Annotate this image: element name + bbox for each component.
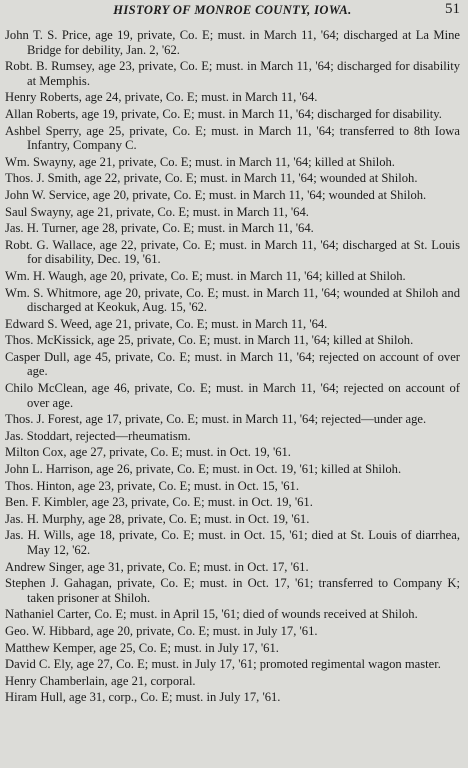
roster-entry: John L. Harrison, age 26, private, Co. E; must. in Oct. 19, '61; killed at Shiloh. [5, 462, 402, 477]
roster-entry: Chilo McClean, age 46, private, Co. E; must. in March 11, '64; rejected on account of over age. [5, 381, 460, 410]
roster-entry: John W. Service, age 20, private, Co. E; must. in March 11, '64; wounded at Shiloh. [5, 187, 427, 202]
roster-entry: David C. Ely, age 27, Co. E; must. in July 17, '61; promoted regimental wagon master. [5, 657, 441, 672]
roster-entry: Ashbel Sperry, age 25, private, Co. E; must. in March 11, '64; transferred to 8th Iowa Infantry, Company C. [5, 123, 460, 153]
roster-entry: Wm. S. Whitmore, age 20, private, Co. E; must. in March 11, '64; wounded at Shiloh and discharged at Keokuk, Aug. 15, '62. [5, 285, 460, 315]
roster-entry: Robt. B. Rumsey, age 23, private, Co. E; must. in March 11, '64; discharged for disability at Memphis. [5, 59, 460, 88]
roster-entry: Ben. F. Kimbler, age 23, private, Co. E; must. in Oct. 19, '61. [5, 495, 313, 510]
roster-entry: Thos. McKissick, age 25, private, Co. E; must. in March 11, '64; killed at Shiloh. [5, 333, 414, 348]
roster-list [5, 28, 460, 705]
roster-entry: Wm. Swayny, age 21, private, Co. E; must. in March 11, '64; killed at Shiloh. [5, 154, 395, 169]
roster-entry: Henry Roberts, age 24, private, Co. E; must. in March 11, '64. [5, 90, 318, 105]
roster-entry: Thos. Hinton, age 23, private, Co. E; must. in Oct. 15, '61. [5, 478, 299, 493]
roster-entry: Stephen J. Gahagan, private, Co. E; must. in Oct. 17, '61; transferred to Company K; taken prisoner at Shiloh. [5, 576, 460, 605]
roster-entry: Hiram Hull, age 31, corp., Co. E; must. in July 17, '61. [5, 690, 281, 705]
page-header-title: HISTORY OF MONROE COUNTY, IOWA. [113, 3, 352, 17]
roster-entry: Matthew Kemper, age 25, Co. E; must. in July 17, '61. [5, 640, 279, 655]
running-header [5, 0, 460, 22]
roster-entry: Jas. Stoddart, rejected—rheumatism. [5, 428, 191, 443]
roster-entry: Andrew Singer, age 31, private, Co. E; must. in Oct. 17, '61. [5, 559, 309, 574]
roster-entry: Robt. G. Wallace, age 22, private, Co. E; must. in March 11, '64; discharged at St. Louis for disability, Dec. 19, '61. [5, 237, 460, 267]
roster-entry: Jas. H. Wills, age 18, private, Co. E; must. in Oct. 15, '61; died at St. Louis of diarrhea, May 12, '62. [5, 528, 460, 557]
roster-entry: Saul Swayny, age 21, private, Co. E; must. in March 11, '64. [5, 204, 309, 219]
roster-entry: Thos. J. Smith, age 22, private, Co. E; must. in March 11, '64; wounded at Shiloh. [5, 171, 418, 186]
roster-entry: Henry Chamberlain, age 21, corporal. [5, 673, 196, 688]
roster-entry: Geo. W. Hibbard, age 20, private, Co. E; must. in July 17, '61. [5, 623, 318, 638]
roster-entry: Edward S. Weed, age 21, private, Co. E; must. in March 11, '64. [5, 316, 328, 331]
roster-entry: Milton Cox, age 27, private, Co. E; must. in Oct. 19, '61. [5, 445, 291, 460]
roster-entry: Casper Dull, age 45, private, Co. E; must. in March 11, '64; rejected on account of over age. [5, 349, 460, 379]
roster-entry: Jas. H. Turner, age 28, private, Co. E; must. in March 11, '64. [5, 221, 314, 236]
roster-entry: Wm. H. Waugh, age 20, private, Co. E; must. in March 11, '64; killed at Shiloh. [5, 268, 406, 283]
roster-entry: Thos. J. Forest, age 17, private, Co. E; must. in March 11, '64; rejected—under age. [5, 412, 427, 427]
roster-entry: John T. S. Price, age 19, private, Co. E; must. in March 11, '64; discharged at La Mine Bridge for debility, Jan. 2, '62. [5, 28, 460, 57]
roster-entry: Allan Roberts, age 19, private, Co. E; must. in March 11, '64; discharged for disability. [5, 106, 442, 121]
roster-entry: Jas. H. Murphy, age 28, private, Co. E; must. in Oct. 19, '61. [5, 511, 310, 526]
roster-entry: Nathaniel Carter, Co. E; must. in April 15, '61; died of wounds received at Shiloh. [5, 607, 418, 622]
page-number: 51 [445, 1, 460, 17]
